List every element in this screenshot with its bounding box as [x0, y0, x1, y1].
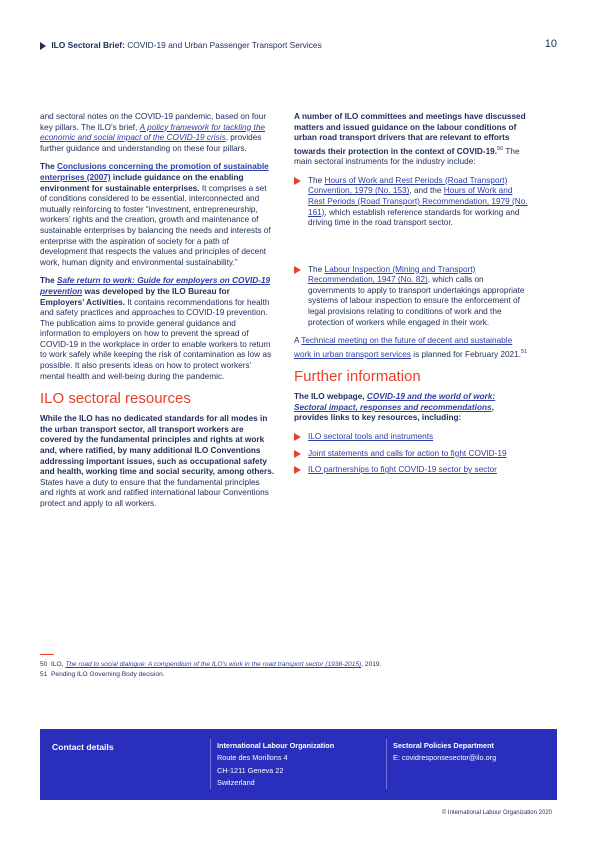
text: Pending ILO Governing Body decision.	[51, 671, 165, 678]
footnote-number: 50	[40, 661, 48, 668]
footnote-ref: 50	[497, 145, 504, 152]
right-column	[294, 112, 529, 484]
convention-153-link[interactable]: Hours of Work and Rest Periods (Road Transport) Convention, 1979 (No. 153)	[308, 175, 508, 196]
ilo-webpage-link[interactable]: COVID-19 and the world of work: Sectoral impact, responses and recommendations	[294, 392, 496, 412]
sustainable-enterprises-link[interactable]: Conclusions concerning the promotion of sustainable enterprises (2007)	[40, 162, 269, 182]
bold-text: include guidance on the enabling environment for sustainable enterprises.	[40, 172, 244, 193]
text: The	[40, 162, 55, 172]
paragraph	[40, 276, 275, 382]
paragraph	[40, 414, 275, 509]
left-column	[40, 112, 275, 518]
paragraph	[294, 112, 529, 168]
text: , and the	[409, 186, 442, 196]
text: The	[308, 264, 323, 274]
footnote-ref: 51	[521, 348, 528, 355]
text: ILO,	[51, 661, 64, 668]
triangle-bullet-icon	[40, 42, 46, 50]
footnotes	[40, 660, 560, 680]
text: The	[308, 175, 323, 185]
address-block	[217, 740, 334, 790]
text: is planned for February 2021.	[413, 349, 522, 359]
list-item	[294, 449, 529, 460]
joint-statements-link[interactable]: Joint statements and calls for action to fight COVID-19	[308, 448, 507, 458]
department-block	[393, 740, 496, 765]
partnerships-link[interactable]: ILO partnerships to fight COVID-19 sector by sector	[308, 465, 497, 475]
instruments-list	[294, 176, 529, 329]
text: , which establish reference standards for working and driving time in the road transport sector.	[308, 207, 520, 228]
contact-footer	[40, 729, 557, 800]
list-item	[294, 176, 529, 229]
text: The	[40, 276, 55, 286]
footnote-number: 51	[40, 671, 48, 678]
recommendation-82-link[interactable]: Labour Inspection (Mining and Transport) Recommendation, 1947 (No. 82)	[308, 264, 476, 285]
triangle-bullet-icon	[294, 177, 301, 185]
text: It comprises a set of conditions considered to be essential, interconnected and mutually reinforcing to foster “investment, entrepreneurship, workers’ rights and the creation, growth and maintenance of sustainable enterprises by balancing the needs and interests of enterprise with the aspiration of society for a path of development that respects the values and principles of decent work, human dignity and environmental sustainability.”	[40, 183, 271, 267]
footnote-divider	[40, 654, 54, 655]
list-item	[294, 265, 529, 329]
policy-framework-link[interactable]: A policy framework for tackling the economic and social impact of the COVID-19 crisis	[40, 122, 265, 143]
list-item	[294, 432, 529, 443]
bold-text: The ILO webpage,	[294, 392, 365, 402]
copyright: © International Labour Organization 2020	[441, 810, 552, 816]
sectoral-tools-link[interactable]: ILO sectoral tools and instruments	[308, 431, 434, 441]
text: The main sectoral instruments for the industry include:	[294, 146, 520, 167]
list-item	[294, 465, 529, 476]
text: A	[294, 336, 300, 346]
address-line: Switzerland	[217, 778, 255, 788]
running-header	[40, 40, 560, 50]
technical-meeting-link[interactable]: Technical meeting on the future of decent and sustainable work in urban transport services	[294, 336, 513, 359]
page-number: 10	[544, 38, 557, 50]
department-name: Sectoral Policies Department	[393, 741, 494, 750]
paragraph	[294, 392, 529, 424]
bold-text: , provides links to key resources, including:	[294, 402, 494, 423]
section-heading-resources: ILO sectoral resources	[40, 390, 191, 408]
bold-text: was developed by the ILO Bureau for Employers’ Activities.	[40, 286, 230, 307]
text: States have a duty to ensure that the fundamental principles and rights at work and ratified international labour Conventions protect and apply to all workers.	[40, 477, 269, 508]
org-name: International Labour Organization	[217, 741, 335, 750]
address-line: CH-1211 Geneva 22	[217, 765, 284, 775]
contact-label: Contact details	[52, 742, 114, 752]
paragraph	[40, 162, 275, 268]
safe-return-link[interactable]: Safe return to work: Guide for employers on COVID-19 prevention	[40, 276, 271, 296]
text: and sectoral notes on the COVID-19 pandemic, based on four key pillars. The ILO’s brief,	[40, 112, 267, 132]
triangle-bullet-icon	[294, 266, 301, 274]
road-to-social-dialogue-link[interactable]: The road to social dialogue: A compendium of the ILO’s work in the road transport sector (1938-2015)	[65, 661, 362, 668]
divider	[386, 739, 387, 789]
bold-text: A number of ILO committees and meetings have discussed matters and issued guidance on the labour conditions of urban road transport drivers that are relevant to efforts towards their protection in the context of COVID-19.	[294, 112, 526, 156]
address-line: Route des Morillons 4	[217, 753, 288, 763]
triangle-bullet-icon	[294, 450, 301, 458]
resources-list	[294, 432, 529, 476]
recommendation-161-link[interactable]: Hours of Work and Rest Periods (Road Transport) Recommendation, 1979 (No. 161)	[308, 186, 528, 217]
bold-text: While the ILO has no dedicated standards for all modes in the urban transport sector, all transport workers are covered by the fundamental principles and rights at work and, where ratified, by many additional ILO Conventions addressing important issues, such as occupational safety and health, working time and social security, among others.	[40, 414, 275, 477]
paragraph	[294, 336, 529, 360]
triangle-bullet-icon	[294, 433, 301, 441]
text: , provides further guidance and understanding on these four pillars.	[40, 133, 262, 153]
divider	[210, 739, 211, 789]
footnote-50	[40, 660, 560, 670]
text: It contains recommendations for health and safety practices and approaches to COVID-19 prevention. The publication aims to provide general guidance and information to employers on how to prevent the spread of COVID-19 in the workplace in order to enable workers to return to work safely while keeping the risk of contamination as low as possible. It also presents ideas on how to protect workers’ mental health and well-being during the pandemic.	[40, 297, 272, 381]
footnote-51	[40, 670, 560, 680]
spacer	[294, 235, 529, 259]
text: , which calls on governments to apply to transport undertakings appropriate systems of labour inspection to ensure the enforcement of legal provisions relating to conditions of work and the protection of workers while engaged in their work.	[308, 275, 525, 327]
paragraph	[40, 112, 275, 154]
email-link[interactable]: E: covidresponsesector@ilo.org	[393, 753, 497, 763]
section-heading-further-information: Further information	[294, 368, 421, 386]
text: , 2019.	[361, 661, 382, 668]
header-title: COVID-19 and Urban Passenger Transport Services	[127, 40, 322, 50]
header-series: ILO Sectoral Brief:	[51, 40, 125, 50]
triangle-bullet-icon	[294, 466, 301, 474]
